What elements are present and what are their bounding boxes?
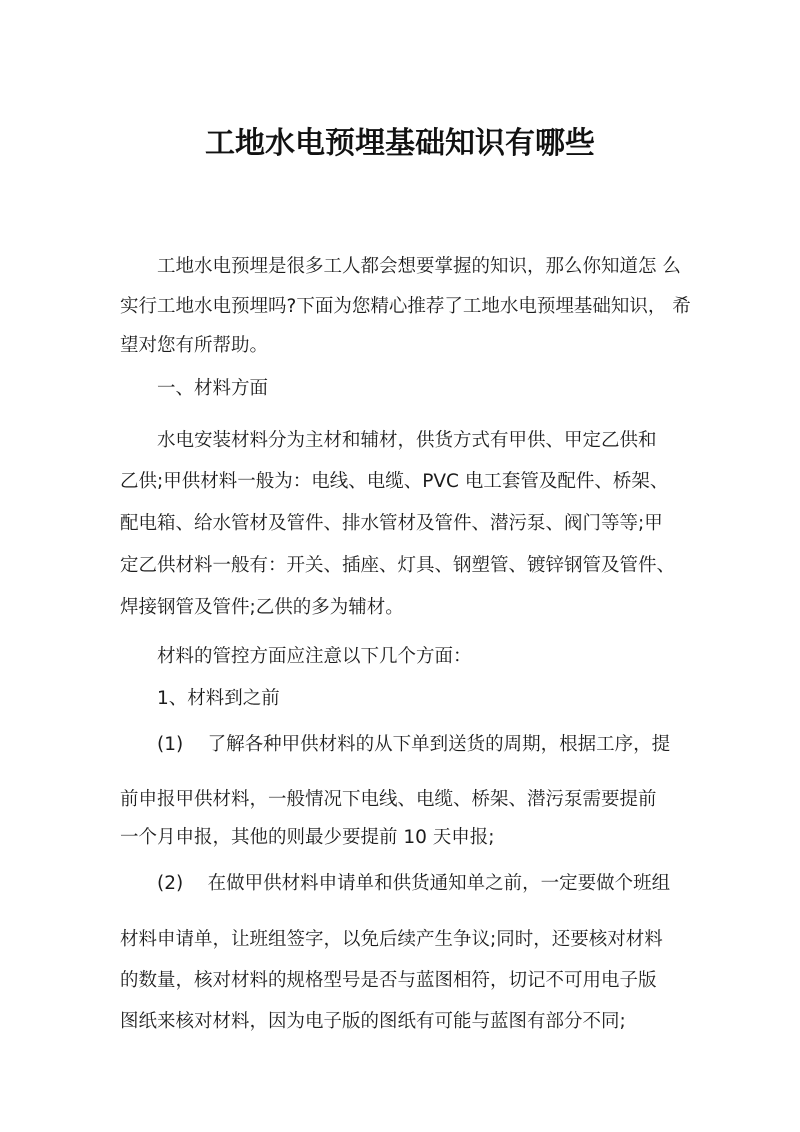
paragraph-line: 配电箱、给水管材及管件、排水管材及管件、潜污泵、阀门等等;甲: [120, 513, 663, 534]
list-item-line: 的数量，核对材料的规格型号是否与蓝图相符，切记不可用电子版: [120, 970, 657, 991]
section-heading: 一、材料方面: [157, 378, 269, 399]
list-item-line: 图纸来核对材料，因为电子版的图纸有可能与蓝图有部分不同;: [120, 1011, 626, 1032]
list-item-line: (2) 在做甲供材料申请单和供货通知单之前，一定要做个班组: [157, 873, 671, 894]
list-item-line: (1) 了解各种甲供材料的从下单到送货的周期，根据工序，提: [157, 734, 671, 755]
document-title: 工地水电预埋基础知识有哪些: [205, 126, 595, 161]
subsection-heading: 1、材料到之前: [157, 688, 280, 709]
paragraph-line: 实行工地水电预埋吗?下面为您精心推荐了工地水电预埋基础知识， 希: [120, 296, 691, 317]
paragraph-line: 工地水电预埋是很多工人都会想要掌握的知识，那么你知道怎 么: [157, 256, 681, 277]
paragraph-line: 定乙供材料一般有：开关、插座、灯具、钢塑管、镀锌钢管及管件、: [120, 555, 676, 576]
paragraph-line: 焊接钢管及管件;乙供的多为辅材。: [120, 597, 404, 618]
list-item-line: 一个月申报，其他的则最少要提前 10 天申报;: [120, 827, 495, 848]
paragraph-line: 材料的管控方面应注意以下几个方面：: [157, 646, 472, 667]
paragraph-line: 水电安装材料分为主材和辅材，供货方式有甲供、甲定乙供和: [157, 430, 657, 451]
list-item-line: 前申报甲供材料，一般情况下电线、电缆、桥架、潜污泵需要提前: [120, 789, 657, 810]
list-item-line: 材料申请单，让班组签字，以免后续产生争议;同时，还要核对材料: [120, 929, 663, 950]
paragraph-line: 望对您有所帮助。: [120, 335, 269, 356]
paragraph-line: 乙供;甲供材料一般为：电线、电缆、PVC 电工套管及配件、桥架、: [120, 471, 669, 492]
